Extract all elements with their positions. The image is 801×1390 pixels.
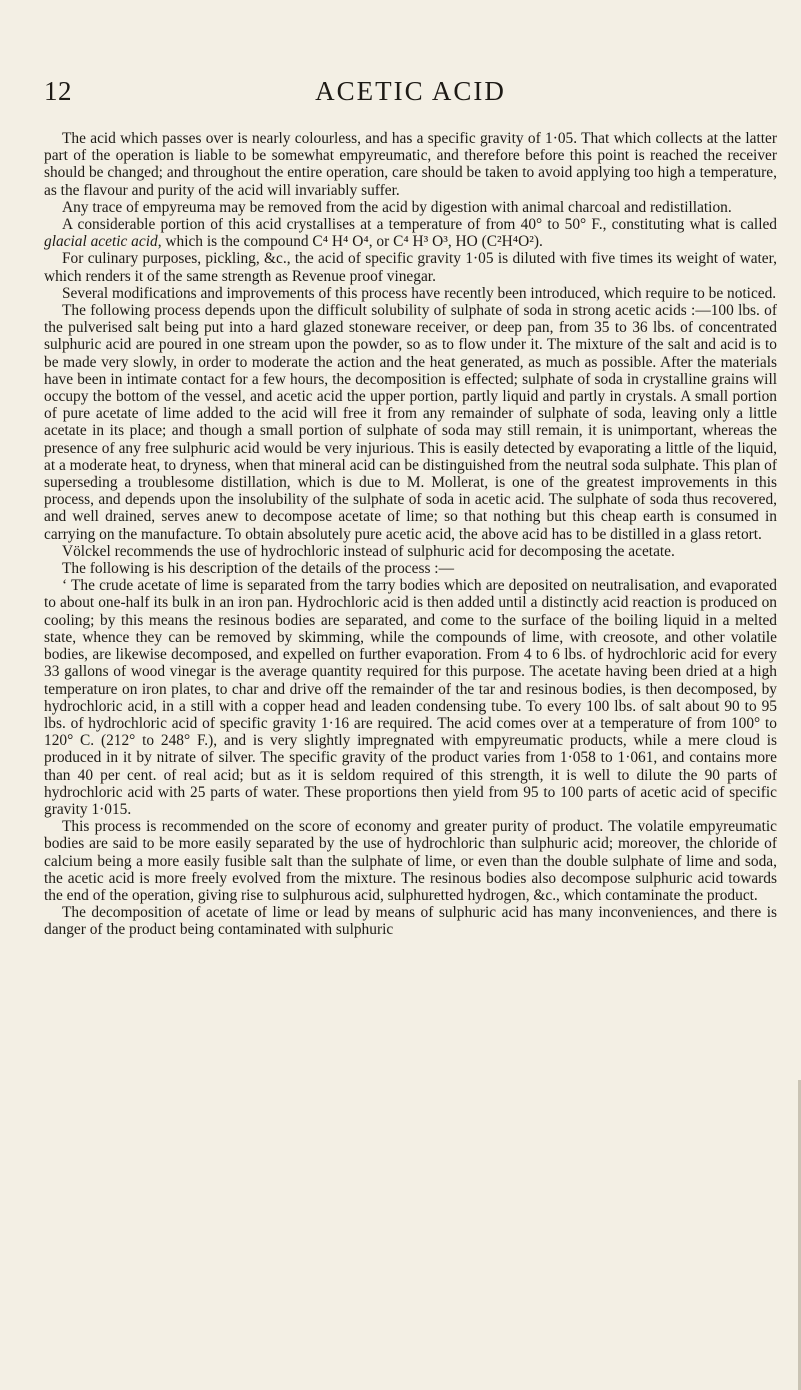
body-text: [44, 130, 777, 939]
glacial-text-after: , which is the compound C⁴ H⁴ O⁴, or C⁴ H³ O³, HO (C²H⁴O²).: [157, 233, 543, 251]
paragraph: Völckel recommends the use of hydrochloric instead of sulphuric acid for decomposing the acetate.: [62, 542, 675, 560]
paragraph-glacial: [44, 216, 777, 250]
page-header: [44, 76, 777, 116]
paragraph: The decomposition of acetate of lime or lead by means of sulphuric acid has many inconveniences, and there is danger of the product being contaminated with sulphuric: [44, 904, 777, 939]
paragraph: Any trace of empyreuma may be removed from the acid by digestion with animal charcoal and redistillation.: [62, 198, 732, 216]
paragraph: The acid which passes over is nearly colourless, and has a specific gravity of 1·05. That which collects at the latter part of the operation is liable to be somewhat empyreumatic, and therefore before this point is reached the receiver should be changed; and throughout the entire operation, care should be taken to avoid applying too high a temperature, as the flavour and purity of the acid will invariably suffer.: [44, 130, 777, 199]
glacial-text-before: A considerable portion of this acid crystallises at a temperature of from 40° to 50° F., constituting what is called: [62, 216, 777, 234]
running-head: ACETIC ACID: [315, 76, 506, 106]
paragraph: This process is recommended on the score of economy and greater purity of product. The volatile empyreumatic bodies are said to be more easily separated by the use of hydrochloric than sulphuric acid; moreover, the chloride of calcium being a more easily fusible salt than the sulphate of lime, or even than the double sulphate of lime and soda, the acetic acid is more freely evolved from the mixture. The resinous bodies also decompose sulphuric acid towards the end of the operation, giving rise to sulphurous acid, sulphuretted hydrogen, &c., which contaminate the product.: [44, 818, 777, 904]
paragraph: For culinary purposes, pickling, &c., the acid of specific gravity 1·05 is diluted with five times its weight of water, which renders it of the same strength as Revenue proof vinegar.: [44, 250, 777, 285]
page-number: 12: [44, 76, 72, 106]
paragraph: The following process depends upon the difficult solubility of sulphate of soda in strong acetic acids :—100 lbs. of the pulverised salt being put into a hard glazed stoneware receiver, or deep pan, from 35 to 36 lbs. of concentrated sulphuric acid are poured in one stream upon the powder, so as to flow under it. The mixture of the salt and acid is to be made very slowly, in order to moderate the action and the heat generated, as much as possible. After the materials have been in intimate contact for a few hours, the decomposition is effected; sulphate of soda in crystalline grains will occupy the bottom of the vessel, and acetic acid the upper portion, partly liquid and partly in crystals. A small portion of pure acetate of lime added to the acid will free it from any remainder of sulphate of soda, leaving only a little acetate in its place; and though a small portion of sulphate of soda may still remain, it is unimportant, whereas the presence of any free sulphuric acid would be very injurious. This is easily detected by evaporating a little of the liquid, at a moderate heat, to dryness, when that mineral acid can be distinguished from the neutral soda sulphate. This plan of superseding a troublesome distillation, which is due to M. Mollerat, is one of the greatest improvements in this process, and depends upon the insolubility of the sulphate of soda in acetic acid. The sulphate of soda thus recovered, and well drained, serves anew to decompose acetate of lime; so that nothing but this cheap earth is consumed in carrying on the manufacture. To obtain absolutely pure acetic acid, the above acid has to be distilled in a glass retort.: [44, 302, 777, 543]
glacial-emphasis: glacial acetic acid: [44, 233, 158, 251]
quoted-paragraph: ‘ The crude acetate of lime is separated from the tarry bodies which are deposited on neutralisation, and evaporated to about one-half its bulk in an iron pan. Hydrochloric acid is then added until a distinctly acid reaction is produced on cooling; by this means the resinous bodies are separated, and come to the surface of the boiling liquid in a melted state, whence they can be removed by skimming, while the compounds of lime, with creosote, and other volatile bodies, are likewise decomposed, and expelled on further evaporation. From 4 to 6 lbs. of hydrochloric acid for every 33 gallons of wood vinegar is the average quantity required for this purpose. The acetate having been dried at a high temperature on iron plates, to char and drive off the remainder of the tar and resinous bodies, is then decomposed, by hydrochloric acid, in a still with a copper head and leaden condensing tube. To every 100 lbs. of salt about 90 to 95 lbs. of hydrochloric acid of specific gravity 1·16 are required. The acid comes over at a temperature of from 100° to 120° C. (212° to 248° F.), and is very slightly impregnated with empyreumatic products, while a mere cloud is produced in it by nitrate of silver. The specific gravity of the product varies from 1·058 to 1·061, and contains more than 40 per cent. of real acid; but as it is seldom required of this strength, it is well to dilute the 90 parts of hydrochloric acid with 25 parts of water. These proportions then yield from 95 to 100 parts of acetic acid of specific gravity 1·015.: [44, 577, 777, 818]
paragraph: The following is his description of the details of the process :—: [62, 560, 454, 578]
paragraph: Several modifications and improvements of this process have recently been introduced, which require to be noticed.: [62, 284, 777, 302]
